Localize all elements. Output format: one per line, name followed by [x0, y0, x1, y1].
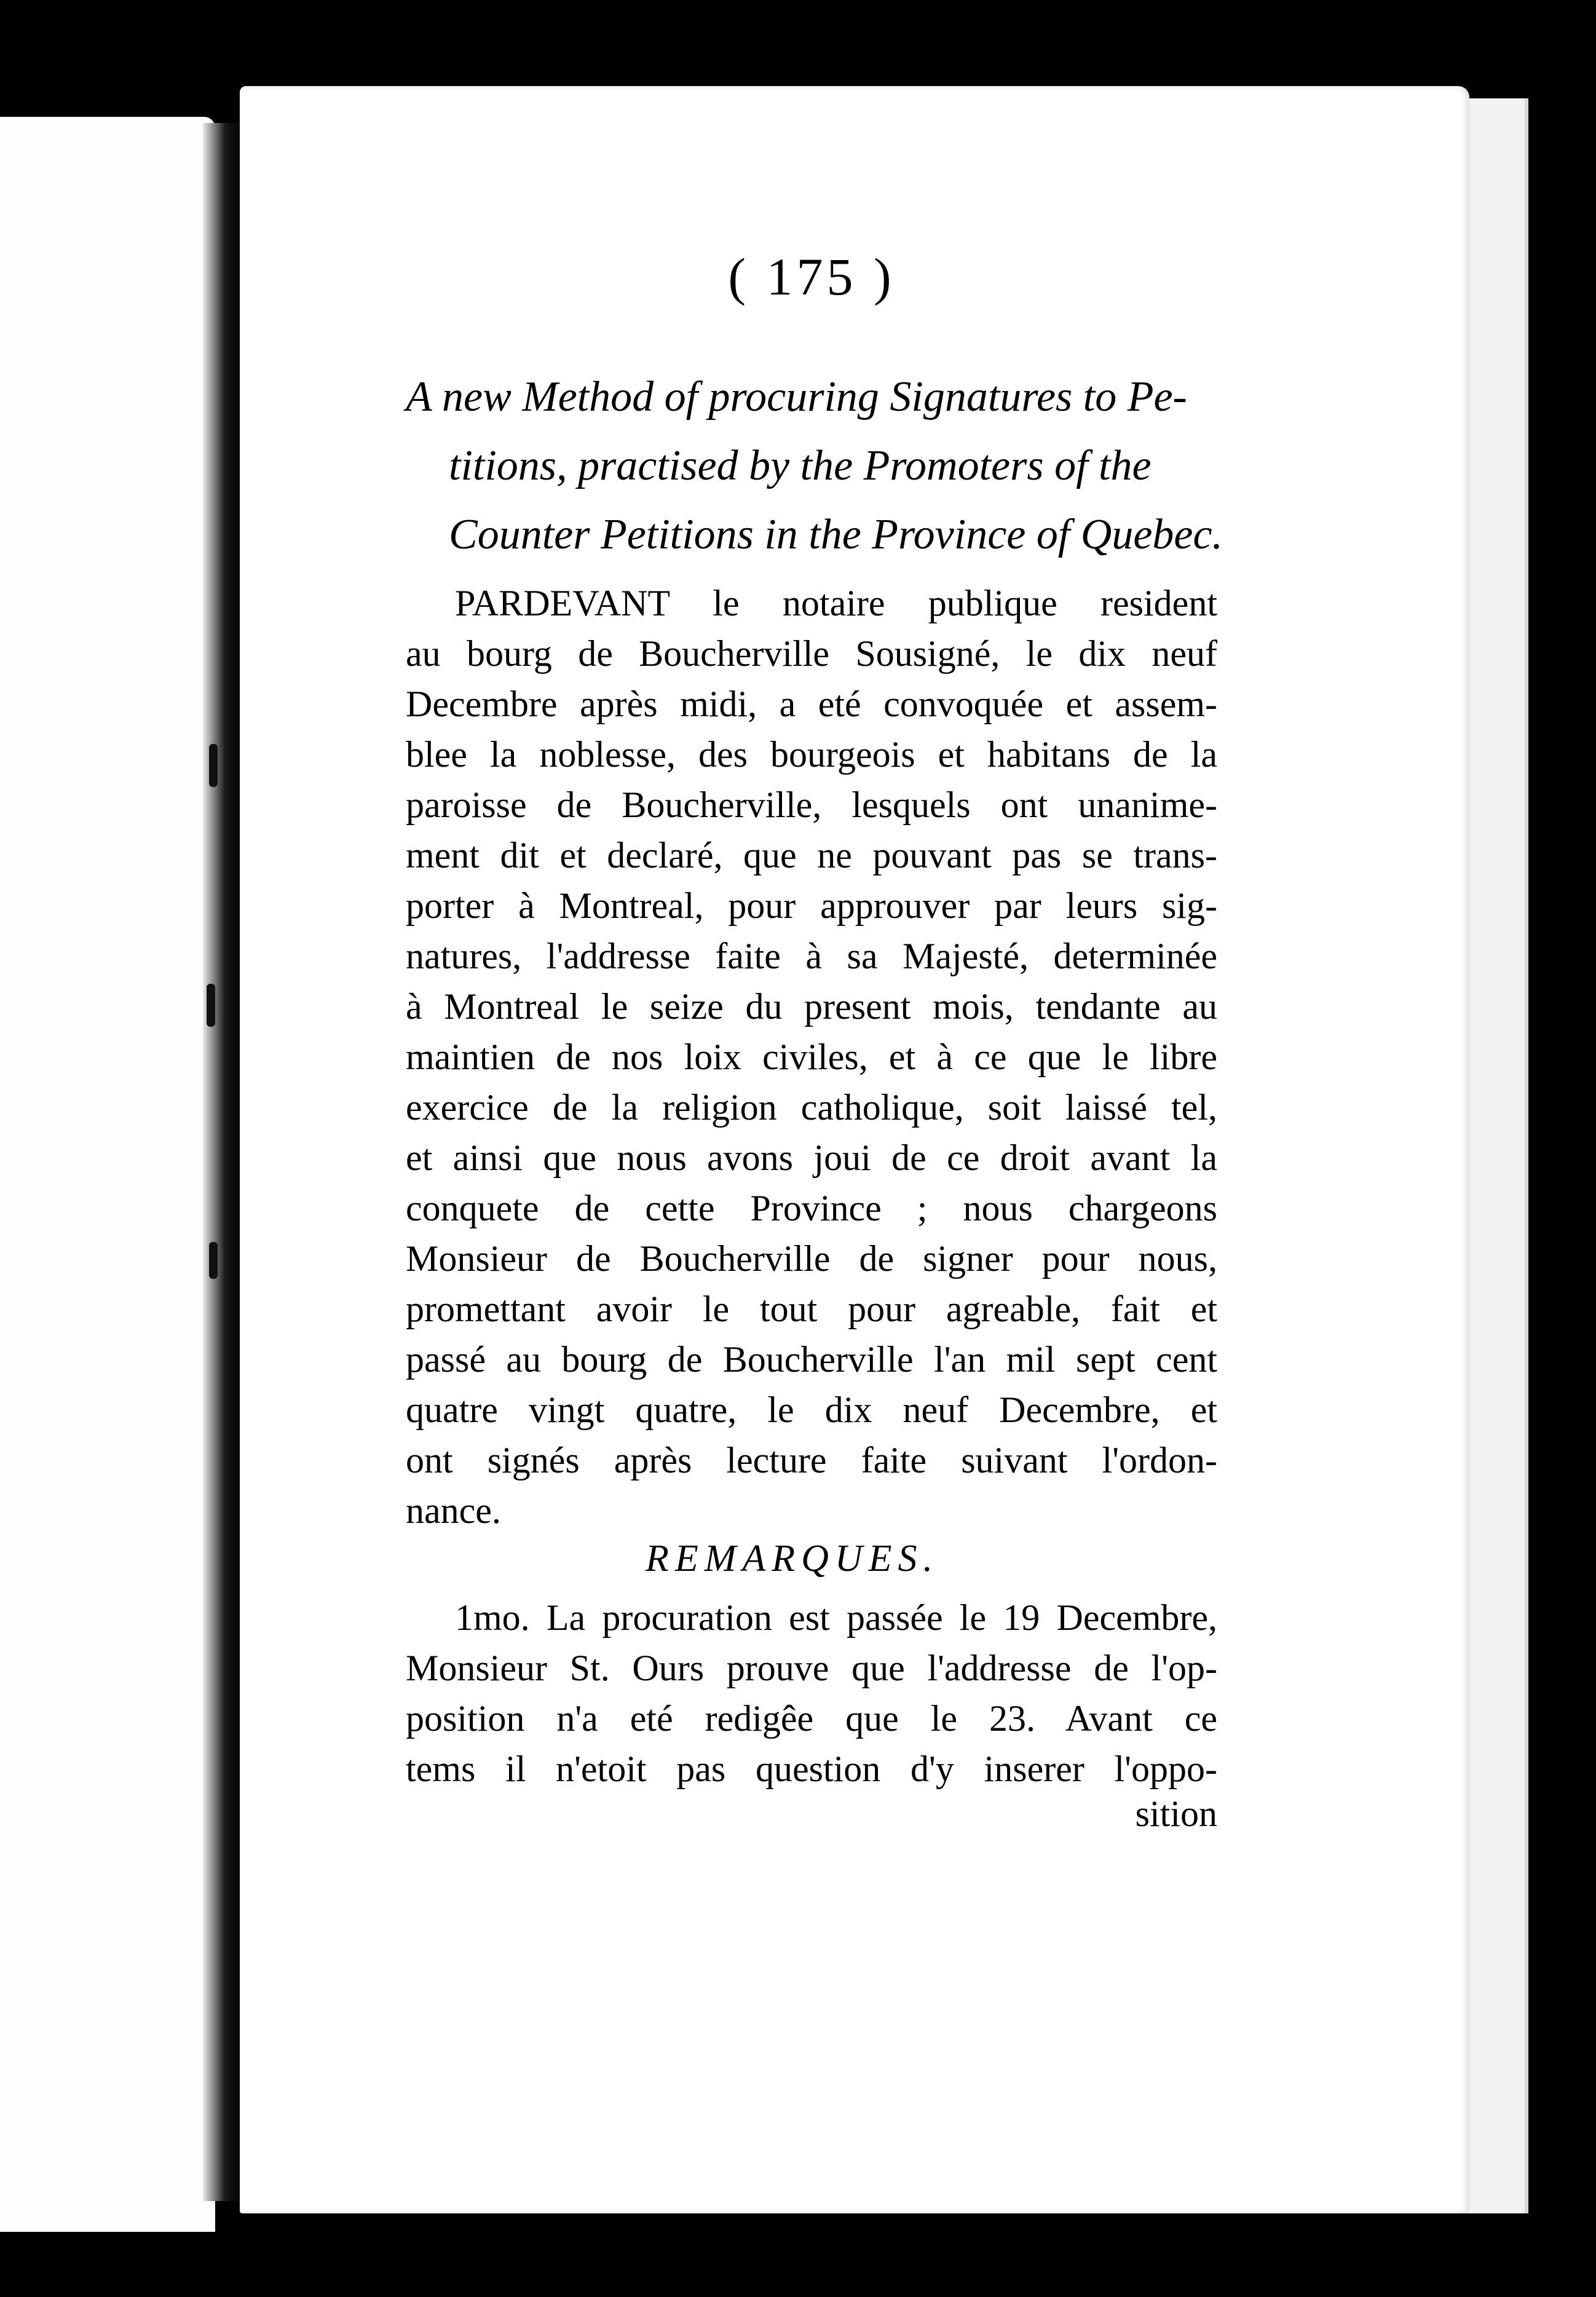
- remarks-paragraph: [406, 1592, 1217, 1794]
- text-line: porter à Montreal, pour approuver par leurs sig-: [406, 885, 1217, 926]
- text-line: PARDEVANT le notaire publique resident: [455, 583, 1217, 623]
- text-line: quatre vingt quatre, le dix neuf Decembre, et: [406, 1390, 1217, 1430]
- text-line: ont signés après lecture faite suivant l'ordon-: [406, 1440, 1217, 1481]
- text-line: paroisse de Boucherville, lesquels ont unanime-: [406, 785, 1217, 825]
- text-line: au bourg de Boucherville Sousigné, le dix neuf: [406, 633, 1217, 674]
- text-line: passé au bourg de Boucherville l'an mil sept cent: [406, 1339, 1217, 1380]
- text-line: et ainsi que nous avons joui de ce droit avant la: [406, 1137, 1217, 1178]
- text-line: 1mo. La procuration est passée le 19 Decembre,: [455, 1597, 1217, 1638]
- gutter-mark: [207, 984, 215, 1027]
- title-line: A new Method of procuring Signatures to Pe-: [406, 373, 1187, 421]
- text-line: maintien de nos loix civiles, et à ce que le libre: [406, 1037, 1217, 1077]
- text-line: position n'a eté redigêe que le 23. Avant ce: [406, 1698, 1217, 1739]
- text-line: tems il n'etoit pas question d'y inserer l'oppo-: [406, 1749, 1217, 1789]
- remarks-heading: REMARQUES.: [646, 1538, 939, 1579]
- text-line: promettant avoir le tout pour agreable, fait et: [406, 1289, 1217, 1329]
- text-line: Monsieur St. Ours prouve que l'addresse de l'op-: [406, 1648, 1217, 1688]
- page-number: ( 175 ): [728, 247, 895, 306]
- title-line: Counter Petitions in the Province of Quebec.: [449, 511, 1223, 558]
- text-line: Decembre après midi, a eté convoquée et assem-: [406, 684, 1217, 724]
- text-line: nance.: [406, 1490, 501, 1531]
- facing-page-left: [0, 117, 215, 2232]
- title-line: titions, practised by the Promoters of the: [449, 442, 1152, 489]
- text-line: conquete de cette Province ; nous chargeons: [406, 1188, 1217, 1228]
- catchword: sition: [1135, 1793, 1217, 1834]
- text-line: ment dit et declaré, que ne pouvant pas se trans-: [406, 835, 1217, 876]
- gutter-mark: [209, 744, 218, 787]
- body-paragraph: [406, 578, 1217, 1536]
- text-line: blee la noblesse, des bourgeois et habitans de la: [406, 734, 1217, 775]
- text-line: natures, l'addresse faite à sa Majesté, determinée: [406, 936, 1217, 976]
- text-line: Monsieur de Boucherville de signer pour nous,: [406, 1238, 1217, 1279]
- book-gutter: [203, 123, 240, 2201]
- page-title: [406, 363, 1223, 569]
- text-line: exercice de la religion catholique, soit laissé tel,: [406, 1087, 1217, 1128]
- gutter-mark: [209, 1242, 218, 1279]
- text-line: à Montreal le seize du present mois, tendante au: [406, 986, 1217, 1027]
